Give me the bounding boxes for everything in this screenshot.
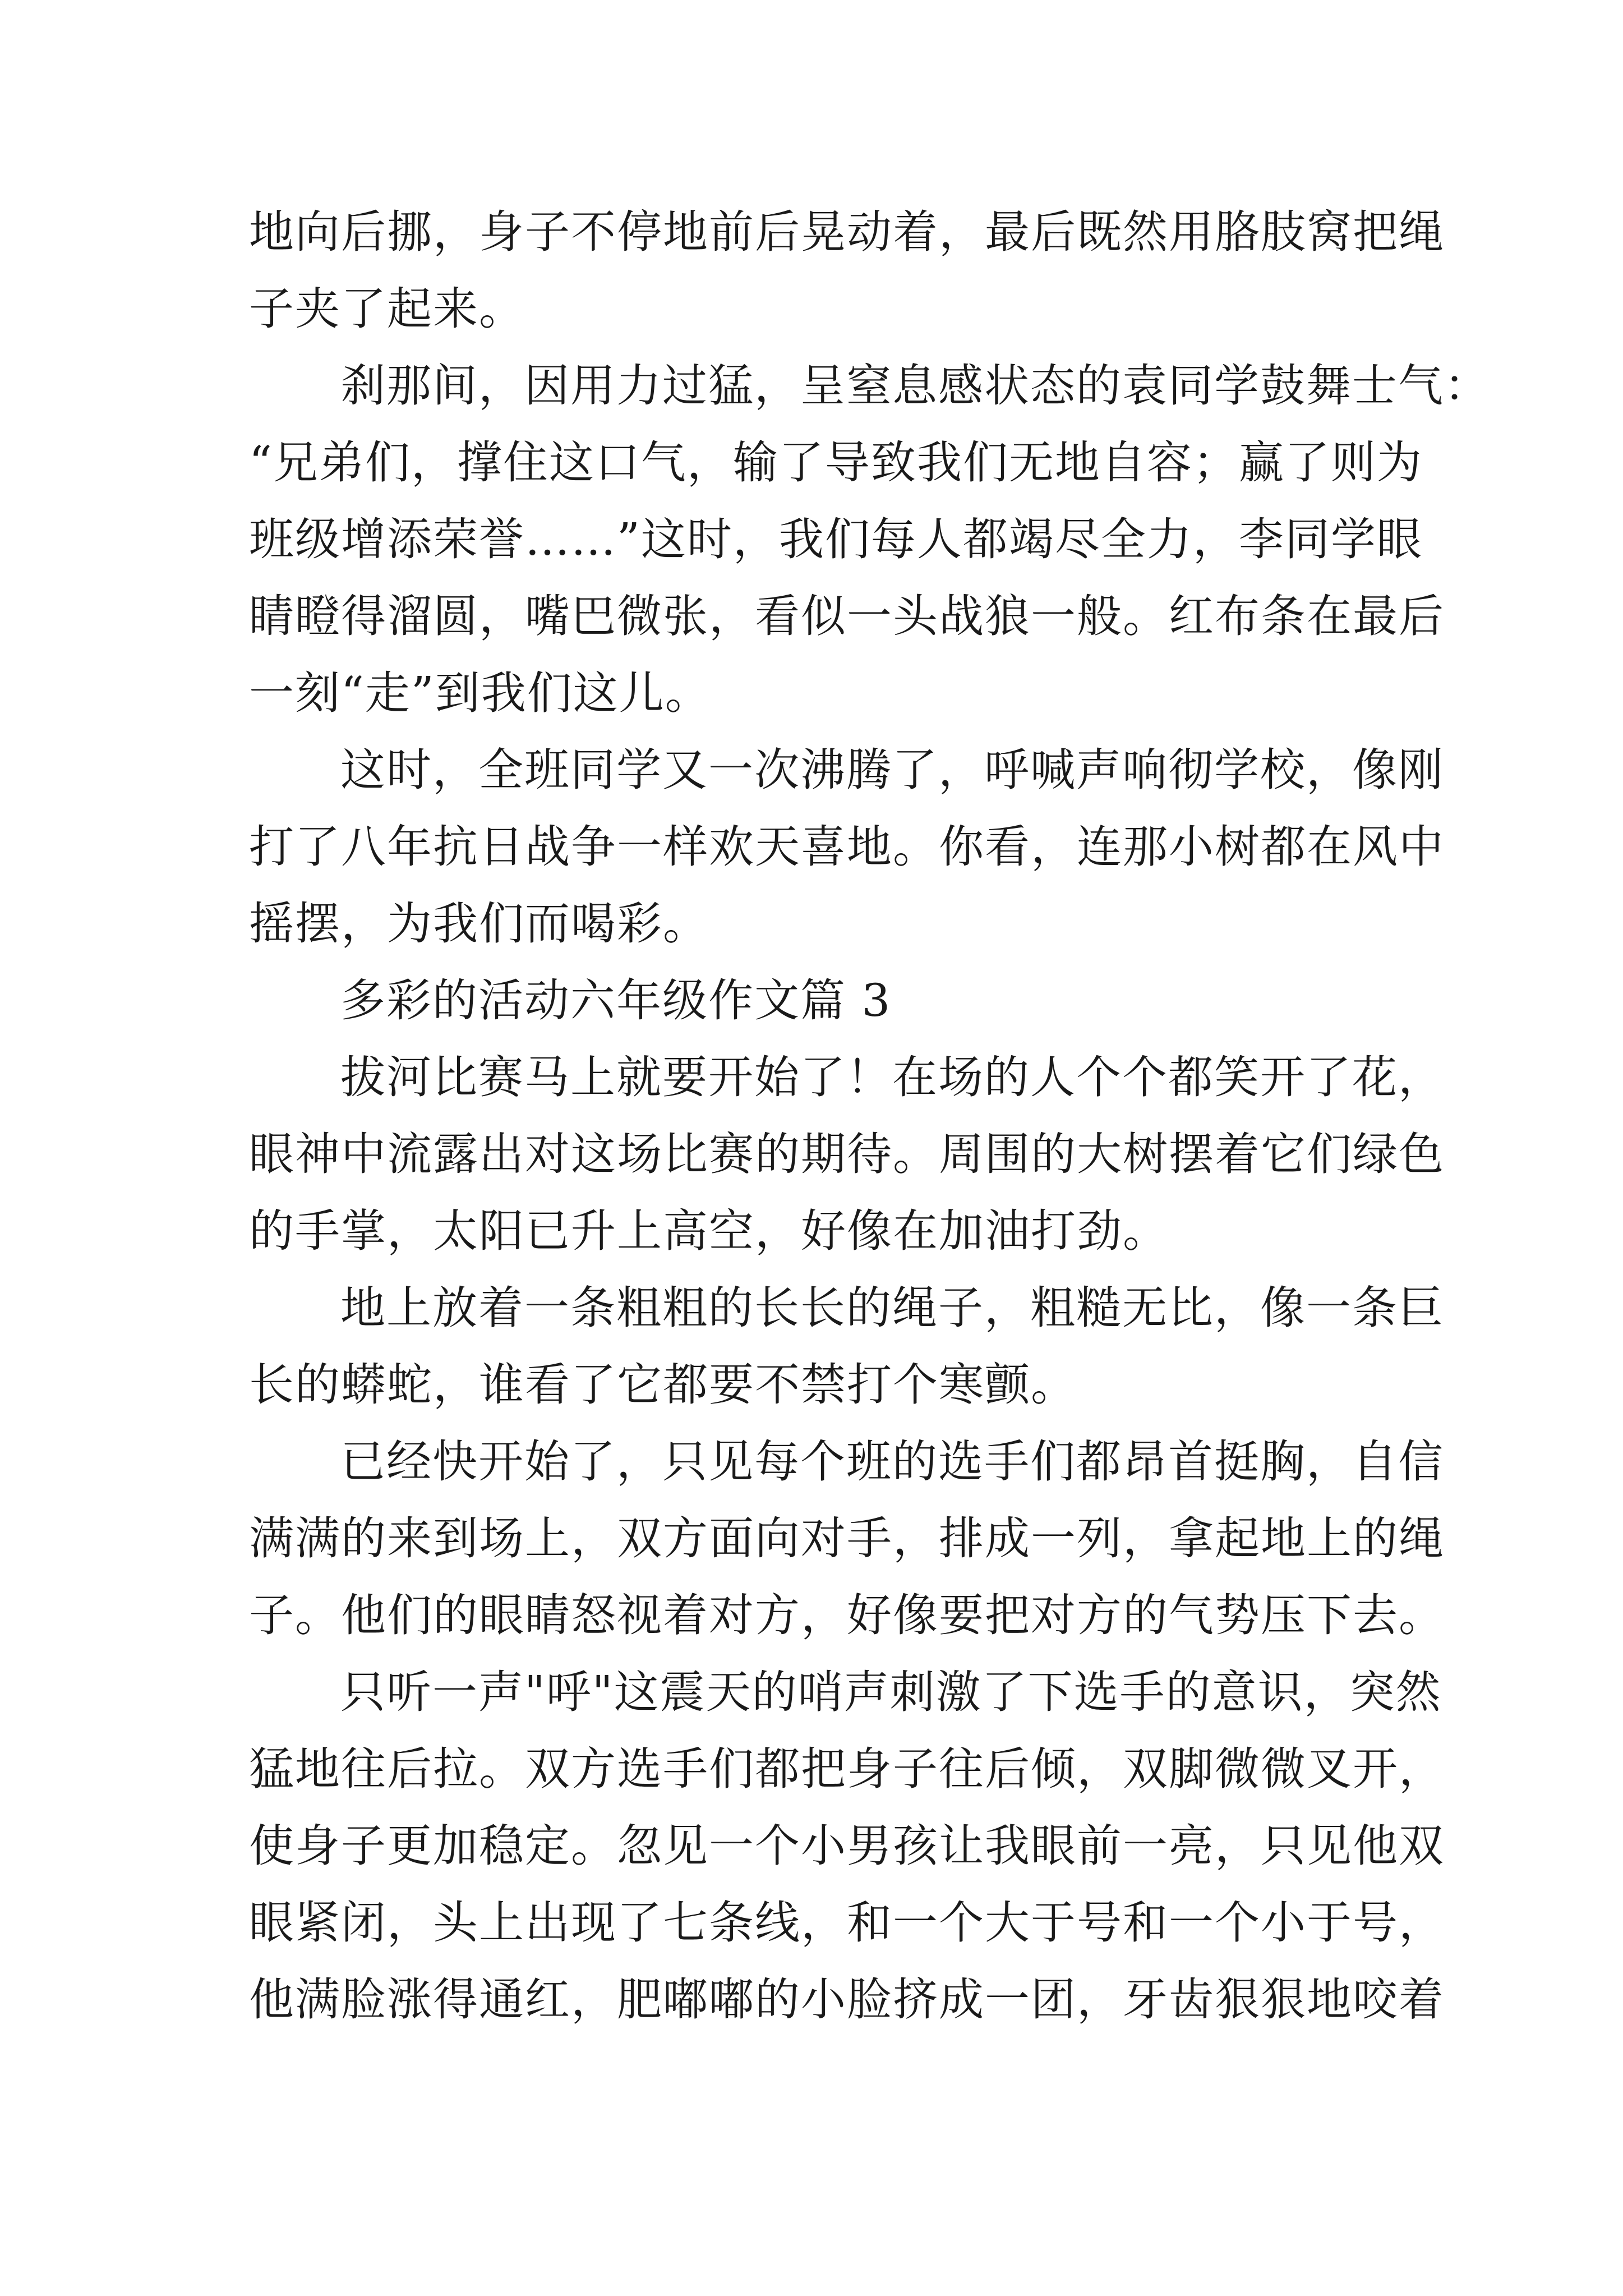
text-line: 只听一声"呼"这震天的哨声刺激了下选手的意识，突然	[340, 1666, 1442, 1718]
text-line: “兄弟们，撑住这口气，输了导致我们无地自容；赢了则为	[249, 436, 1423, 489]
text-line: 摇摆，为我们而喝彩。	[249, 898, 709, 950]
text-line: 他满脸涨得通红，肥嘟嘟的小脸挤成一团，牙齿狠狠地咬着	[249, 1973, 1445, 2026]
text-line: 猛地往后拉。双方选手们都把身子往后倾，双脚微微叉开，	[249, 1743, 1445, 1795]
text-line: 地上放着一条粗粗的长长的绳子，粗糙无比，像一条巨	[340, 1282, 1444, 1334]
text-line: 已经快开始了，只见每个班的选手们都昂首挺胸，自信	[340, 1435, 1444, 1488]
text-line: 睛瞪得溜圆，嘴巴微张，看似一头战狼一般。红布条在最后	[249, 590, 1445, 642]
text-line: 地向后挪，身子不停地前后晃动着，最后既然用胳肢窝把绳	[249, 206, 1445, 258]
text-line: 的手掌，太阳已升上高空，好像在加油打劲。	[249, 1205, 1169, 1257]
document-body	[249, 194, 1490, 2038]
section-heading: 多彩的活动六年级作文篇 3	[340, 974, 892, 1027]
text-line: 长的蟒蛇，谁看了它都要不禁打个寒颤。	[249, 1359, 1077, 1411]
text-line: 这时，全班同学又一次沸腾了，呼喊声响彻学校，像刚	[340, 744, 1444, 796]
text-line: 子。他们的眼睛怒视着对方，好像要把对方的气势压下去。	[249, 1589, 1445, 1641]
text-line: 刹那间，因用力过猛，呈窒息感状态的袁同学鼓舞士气：	[340, 360, 1490, 412]
text-line: 使身子更加稳定。忽见一个小男孩让我眼前一亮，只见他双	[249, 1820, 1445, 1872]
text-line: 一刻“走”到我们这儿。	[249, 667, 711, 719]
text-line: 子夹了起来。	[249, 283, 525, 335]
text-line: 眼紧闭，头上出现了七条线，和一个大于号和一个小于号，	[249, 1897, 1445, 1949]
text-line: 拔河比赛马上就要开始了！在场的人个个都笑开了花，	[340, 1051, 1444, 1103]
text-line: 满满的来到场上，双方面向对手，排成一列，拿起地上的绳	[249, 1512, 1445, 1565]
text-line: 班级增添荣誉……”这时，我们每人都竭尽全力，李同学眼	[249, 513, 1423, 565]
text-line: 眼神中流露出对这场比赛的期待。周围的大树摆着它们绿色	[249, 1128, 1445, 1180]
text-line: 打了八年抗日战争一样欢天喜地。你看，连那小树都在风中	[249, 821, 1445, 873]
